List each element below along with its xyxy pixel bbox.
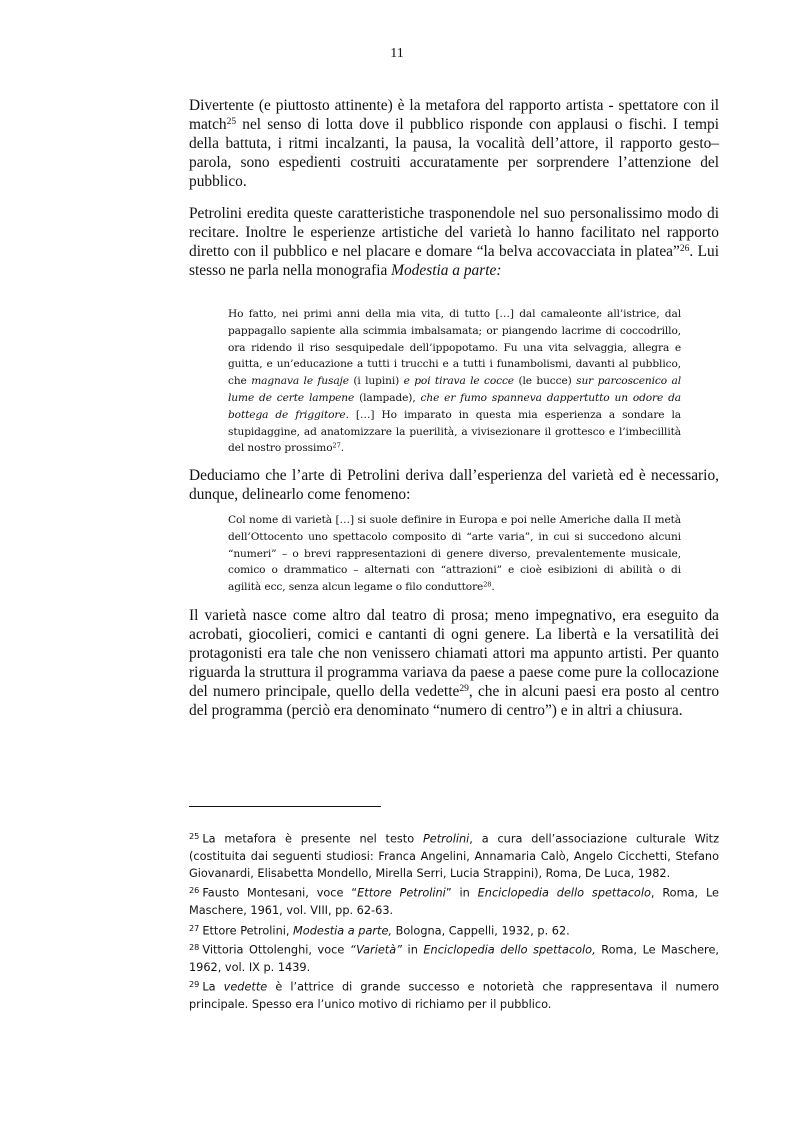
- footnote-ref-25[interactable]: 25: [226, 115, 237, 127]
- block-quote-varieta: Col nome di varietà […] si suole definire in Europa e poi nelle Americhe dalla II metà dell’Ottocento uno spettacolo composito di “arte varia”, in cui si succedono alcuni “numeri” – o brevi rappresentazioni di genere diverso, prevalentemente musicale, comico o drammatico – alternati con “attrazioni” e cioè esibizioni di abilità o di agilità ecc, senza alcun legame o filo conduttore$^{28}$.: [228, 514, 681, 594]
- footnote-ref-28[interactable]: 28: [483, 580, 492, 589]
- footnote-ref-29[interactable]: 29: [459, 682, 469, 694]
- paragraph-varieta: Il varietà nasce come altro dal teatro di prosa; meno impegnativo, era eseguito da acrobati, giocolieri, comici e cantanti di ogni genere. La libertà e la versatilità dei protagonisti era tale che non venissero chiamati attori ma appunto artisti. Per quanto riguarda la struttura il programma variava da paese a paese come pure la collocazione del numero principale, quello della vedette$^{29}$, che in alcuni paesi era posto al centro del programma (perciò era denominato “numero di centro”) e in altri a chiusura.: [189, 607, 720, 719]
- paragraph-deduction: Deduciamo che l’arte di Petrolini deriva dall’esperienza del varietà ed è necessario, dunque, delinearlo come fenomeno:: [189, 467, 719, 503]
- book-title: Modestia a parte:: [391, 262, 502, 279]
- block-quote-petrolini: Ho fatto, nei primi anni della mia vita, di tutto […] dal camaleonte all’istrice, dal pappagallo sapiente alla scimmia imbalsamata; or piangendo lacrime di coccodrillo, ora ridendo il riso sesquipedale dell’ippopotamo. Fu una vita selvaggia, allegra e guitta, e un’educazione a tutti i trucchi e a tutti i funambolismi, davanti al pubblico, che magnava le fusaje (i lupini) e poi tirava le cocce (le bucce) sur parcoscenico al lume de certe lampene (lampade), che er fumo spanneva dappertutto un odore da bottega de friggitore. […] Ho imparato in questa mia esperienza a sondare la stupidaggine, ad anatomizzare la puerilità, a vivisezionare il grottesco e l’imbecillità del nostro prossimo$^{27}$.: [228, 308, 681, 455]
- footnote-separator: [189, 806, 381, 807]
- paragraph-petrolini: Petrolini eredita queste caratteristiche trasponendole nel suo personalissimo modo di recitare. Inoltre le esperienze artistiche del varietà lo hanno facilitato nel rapporto diretto con il pubblico e nel placare e domare “la belva accovacciata in platea”$^{26}$. Lui stesso ne parla nella monografia Modestia a parte:: [189, 205, 719, 279]
- footnote-27: $^{27}$ Ettore Petrolini, Modestia a parte, Bologna, Cappelli, 1932, p. 62.: [189, 922, 570, 937]
- footnote-28: $^{28}$ Vittoria Ottolenghi, voce “Varietà” in Enciclopedia dello spettacolo, Roma, Le Maschere, 1962, vol. IX p. 1439.: [189, 942, 719, 974]
- footnote-ref-26[interactable]: 26: [679, 242, 690, 254]
- footnote-29: $^{29}$ La vedette è l’attrice di grande successo e notorietà che rappresentava il numero principale. Spesso era l’unico motivo di richiamo per il pubblico.: [189, 979, 719, 1011]
- paragraph-metaphor: Divertente (e piuttosto attinente) è la metafora del rapporto artista - spettatore con il match$^{25}$ nel senso di lotta dove il pubblico risponde con applausi o fischi. I tempi della battuta, i ritmi incalzanti, la pausa, la vocalità dell’attore, il rapporto gesto–parola, sono espedienti costruiti accuratamente per sorprendere l’attenzione del pubblico.: [189, 97, 719, 190]
- footnotes: [189, 828, 719, 1013]
- footnote-25: $^{25}$ La metafora è presente nel testo Petrolini, a cura dell’associazione culturale Witz (costituita dai seguenti studiosi: Franca Angelini, Annamaria Calò, Angelo Cicchetti, Stefano Giovanardi, Elisabetta Mondello, Mirella Serri, Lucia Strappini), Roma, De Luca, 1982.: [189, 831, 719, 881]
- footnote-26: $^{26}$ Fausto Montesani, voce “Ettore Petrolini” in Enciclopedia dello spettacolo, Roma, Le Maschere, 1961, vol. VIII, pp. 62-63.: [189, 885, 719, 918]
- footnote-ref-27[interactable]: 27: [332, 441, 341, 450]
- page-number: 11: [390, 46, 404, 61]
